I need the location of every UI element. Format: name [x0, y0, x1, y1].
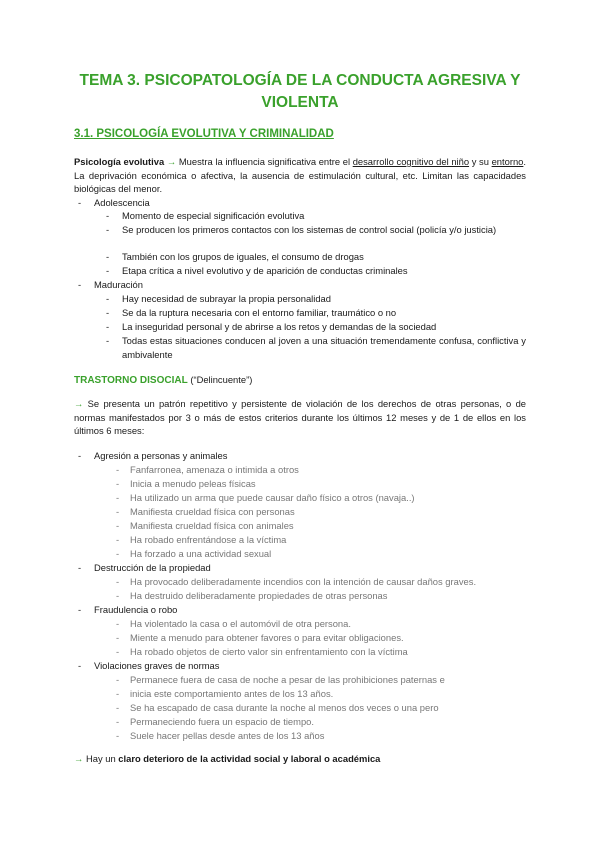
- list-dash: -: [116, 492, 120, 503]
- intro-text-3: . La deprivación económica o afectiva, la ausencia de estimulación cultural, etc. Limitan las capacidades biológicas del menor.: [74, 156, 526, 194]
- criterio-label: Agresión a personas y animales: [94, 450, 228, 461]
- list-dash: -: [106, 321, 110, 332]
- list-item: La inseguridad personal y de abrirse a los retos y demandas de la sociedad: [122, 321, 437, 332]
- section-heading: 3.1. PSICOLOGÍA EVOLUTIVA Y CRIMINALIDAD: [74, 128, 334, 140]
- maduracion-label: Maduración: [94, 279, 143, 290]
- list-item: Miente a menudo para obtener favores o para evitar obligaciones.: [130, 632, 404, 643]
- list-item: Se da la ruptura necesaria con el entorno familiar, traumático o no: [122, 307, 397, 318]
- list-item: Manifiesta crueldad física con personas: [130, 506, 295, 517]
- list-item: Ha provocado deliberadamente incendios con la intención de causar daños graves.: [130, 576, 477, 587]
- list-dash: -: [78, 562, 82, 573]
- list-dash: -: [106, 210, 110, 221]
- list-dash: -: [106, 251, 110, 262]
- list-dash: -: [116, 534, 120, 545]
- list-dash: -: [116, 646, 120, 657]
- intro-link-entorno: entorno: [491, 156, 524, 167]
- page-title: TEMA 3. PSICOPATOLOGÍA DE LA CONDUCTA AGRESIVA Y VIOLENTA: [79, 72, 521, 111]
- list-dash: -: [116, 506, 120, 517]
- list-dash: -: [116, 716, 120, 727]
- arrow-icon: →: [74, 753, 84, 764]
- list-dash: -: [116, 590, 120, 601]
- list-dash: -: [116, 548, 120, 559]
- intro-link-desarrollo: desarrollo cognitivo del niño: [352, 156, 470, 167]
- list-dash: -: [116, 576, 120, 587]
- list-item: Manifiesta crueldad física con animales: [130, 520, 294, 531]
- intro-text-2: y su: [469, 156, 492, 167]
- list-dash: -: [78, 604, 82, 615]
- trastorno-paragraph: [74, 397, 526, 438]
- arrow-icon: →: [74, 398, 84, 409]
- criterio-label: Fraudulencia o robo: [94, 604, 178, 615]
- conclusion-line: [74, 752, 380, 766]
- trastorno-heading: [74, 373, 252, 388]
- criterio-label: Destrucción de la propiedad: [94, 562, 211, 573]
- list-dash: -: [116, 478, 120, 489]
- intro-text: Muestra la influencia significativa entre el: [176, 156, 353, 167]
- list-item: inicia este comportamiento antes de los 13 años.: [130, 688, 334, 699]
- list-dash: -: [106, 293, 110, 304]
- list-dash: -: [116, 464, 120, 475]
- list-item: Momento de especial significación evolutiva: [122, 210, 305, 221]
- list-item: Etapa crítica a nivel evolutivo y de aparición de conductas criminales: [122, 265, 408, 276]
- adolescencia-label: Adolescencia: [94, 197, 150, 208]
- list-dash: -: [116, 688, 120, 699]
- trastorno-title: TRASTORNO DISOCIAL: [74, 375, 188, 386]
- list-item: Ha destruido deliberadamente propiedades de otras personas: [130, 590, 388, 601]
- list-item: Ha forzado a una actividad sexual: [130, 548, 272, 559]
- list-dash: -: [106, 335, 110, 346]
- conclusion-text: Hay un: [83, 753, 119, 764]
- list-item: Permanece fuera de casa de noche a pesar de las prohibiciones paternas e: [130, 674, 445, 685]
- list-item: Todas estas situaciones conducen al joven a una situación tremendamente confusa, conflictiva y ambivalente: [122, 335, 526, 360]
- list-dash: -: [78, 660, 82, 671]
- list-item: Ha utilizado un arma que puede causar daño físico a otros (navaja..): [130, 492, 415, 503]
- conclusion-bold: claro deterioro de la actividad social y laboral o académica: [118, 753, 381, 764]
- list-dash: -: [116, 632, 120, 643]
- list-item: Permaneciendo fuera un espacio de tiempo.: [130, 716, 314, 727]
- list-dash: -: [78, 279, 82, 290]
- arrow-icon: →: [166, 156, 177, 167]
- list-dash: -: [116, 730, 120, 741]
- intro-paragraph: [74, 155, 526, 196]
- list-item: Ha robado enfrentándose a la víctima: [130, 534, 287, 545]
- list-dash: -: [106, 307, 110, 318]
- list-item: Ha violentado la casa o el automóvil de otra persona.: [130, 618, 351, 629]
- list-dash: -: [78, 450, 82, 461]
- list-item: Suele hacer pellas desde antes de los 13 años: [130, 730, 325, 741]
- list-dash: -: [116, 520, 120, 531]
- list-item: Fanfarronea, amenaza o intimida a otros: [130, 464, 299, 475]
- list-dash: -: [106, 224, 110, 235]
- list-item: También con los grupos de iguales, el consumo de drogas: [122, 251, 364, 262]
- list-item: Se ha escapado de casa durante la noche al menos dos veces o una pero: [130, 702, 439, 713]
- list-dash: -: [116, 702, 120, 713]
- list-dash: -: [78, 197, 82, 208]
- trastorno-note: (“Delincuente”): [187, 374, 253, 385]
- intro-term: Psicología evolutiva: [74, 156, 165, 167]
- criterio-label: Violaciones graves de normas: [94, 660, 220, 671]
- list-item: Inicia a menudo peleas físicas: [130, 478, 256, 489]
- list-item: Ha robado objetos de cierto valor sin enfrentamiento con la víctima: [130, 646, 408, 657]
- list-dash: -: [116, 618, 120, 629]
- list-dash: -: [106, 265, 110, 276]
- list-item: Hay necesidad de subrayar la propia personalidad: [122, 293, 331, 304]
- trastorno-text: Se presenta un patrón repetitivo y persistente de violación de los derechos de otras personas, o de normas manifestados por 3 o más de estos criterios durante los últimos 12 meses y de 1 de ellos en los últimos 6 meses:: [74, 398, 526, 436]
- list-dash: -: [116, 674, 120, 685]
- list-item: Se producen los primeros contactos con los sistemas de control social (policía y/o justicia): [122, 224, 497, 235]
